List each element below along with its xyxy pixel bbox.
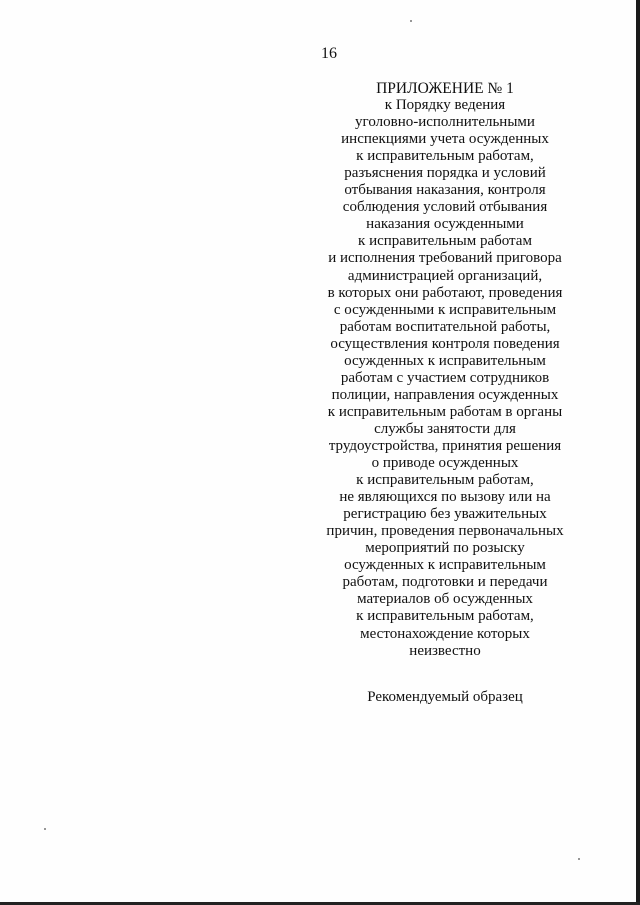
appendix-line: к исправительным работам, (356, 472, 534, 489)
appendix-line: осужденных к исправительным (344, 557, 546, 574)
appendix-line: к исправительным работам в органы (327, 403, 563, 420)
appendix-line: администрацией организаций, (347, 267, 543, 284)
scan-speck (44, 828, 46, 830)
appendix-line: наказания осужденными (366, 216, 524, 233)
sample-label: Рекомендуемый образец (367, 689, 523, 705)
page-number: 16 (321, 45, 337, 62)
scan-speck (410, 20, 412, 22)
appendix-line: причин, проведения первоначальных (326, 523, 564, 540)
appendix-line: полиции, направления осужденных (331, 386, 559, 403)
appendix-line: разъяснения порядка и условий (344, 165, 546, 182)
scan-edge-right (636, 0, 640, 905)
appendix-line: неизвестно (409, 642, 481, 659)
appendix-line: трудоустройства, принятия решения (328, 437, 562, 454)
appendix-line: местонахождение которых (360, 625, 530, 642)
appendix-line: регистрацию без уважительных (343, 506, 547, 523)
appendix-line: с осужденными к исправительным (333, 301, 557, 318)
appendix-line: не являющихся по вызову или на (339, 489, 551, 506)
appendix-line: о приводе осужденных (371, 455, 519, 472)
appendix-line: и исполнения требований приговора (328, 250, 562, 267)
appendix-line: работам, подготовки и передачи (342, 574, 548, 591)
appendix-line: к исправительным работам, (356, 608, 534, 625)
appendix-line: к исправительным работам, (356, 148, 534, 165)
appendix-line: соблюдения условий отбывания (342, 199, 548, 216)
appendix-line: мероприятий по розыску (365, 540, 525, 557)
appendix-line: материалов об осужденных (357, 591, 533, 608)
appendix-line: к Порядку ведения (384, 97, 506, 114)
scan-speck (578, 858, 580, 860)
appendix-line: в которых они работают, проведения (327, 284, 563, 301)
appendix-line: инспекциями учета осужденных (341, 131, 549, 148)
appendix-line: к исправительным работам (358, 233, 532, 250)
appendix-line: службы занятости для (374, 420, 516, 437)
appendix-line: работам с участием сотрудников (340, 369, 550, 386)
appendix-line: осужденных к исправительным (344, 352, 546, 369)
appendix-line: осуществления контроля поведения (330, 335, 560, 352)
appendix-line: уголовно-исполнительными (355, 114, 535, 131)
appendix-line: отбывания наказания, контроля (344, 182, 546, 199)
appendix-line: работам воспитательной работы, (339, 318, 551, 335)
appendix-title: ПРИЛОЖЕНИЕ № 1 (376, 80, 514, 97)
appendix-header (300, 80, 590, 660)
